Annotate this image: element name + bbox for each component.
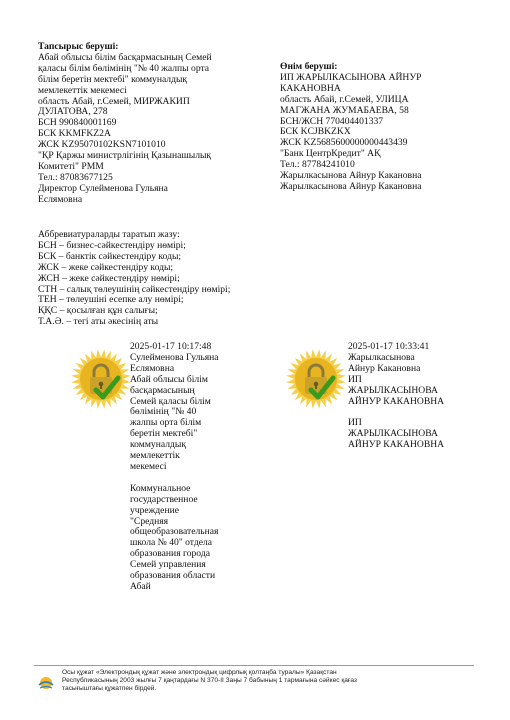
text-line: образования области (130, 570, 216, 582)
signature-supplier (348, 342, 478, 451)
text-line: область Абай, г.Семей, МИРЖАКИП (38, 95, 190, 107)
text-line: Еслямовна (130, 362, 175, 374)
customer-heading: Тапсырыс беруші: (38, 41, 119, 52)
footer-divider (34, 665, 474, 666)
text-line: школа № 40" отдела (130, 537, 213, 549)
text-line: Республикасының 2003 жылғы 7 қаңтардағы N 370-II Заңы 7 бабының 1 тармағына сәйкес қағаз (62, 677, 357, 685)
text-line: ЖСК – жеке сәйкестендіру коды; (38, 261, 174, 273)
text-line: Директор Сулейменова Гульяна (38, 182, 168, 194)
text-line: бөлімінің "№ 40 (130, 406, 197, 418)
text-line: БСН – бизнес-сәйкестендіру нөмірі; (38, 239, 186, 251)
text-line: Тел.: 87784241010 (280, 159, 355, 171)
text-line: "ҚР Қаржы министрлігінің Қазынашылық (38, 150, 212, 162)
supplier-block (280, 62, 480, 193)
text-line: ИП (348, 417, 362, 429)
signature-supplier-lines (348, 353, 478, 451)
text-line: Абай (130, 580, 151, 592)
text-line: қаласы білім бөлімінің "№ 40 жалпы орта (38, 62, 210, 74)
text-line: образования города (130, 548, 210, 560)
text-line: ЖСК KZ5685600000000443439 (280, 137, 408, 149)
text-line: АЙНУР КАКАНОВНА (348, 395, 445, 407)
text-line: Абай облысы білім басқармасының Семей (38, 51, 212, 63)
text-line: мемлекеттік мекемесі (38, 84, 127, 96)
text-line: БСК KKMFKZ2A (38, 128, 111, 140)
text-line: білім беретін мектебі" коммуналдық (38, 73, 188, 85)
text-line: КАКАНОВНА (280, 82, 341, 94)
text-line: беретін мектебі" (130, 428, 198, 440)
footer-legal-note (62, 669, 482, 694)
text-line: Семей управления (130, 559, 206, 571)
text-line: БСК – банктік сәйкестендіру коды; (38, 250, 182, 262)
text-line: "Средняя (130, 515, 169, 527)
text-line: государственное (130, 493, 198, 505)
text-line: мемлекеттік (130, 450, 180, 462)
text-line: жалпы орта білім (130, 417, 202, 429)
text-line: "Банк ЦентрКредит" АҚ (280, 148, 381, 160)
text-line: ЖСН – жеке сәйкестендіру нөмірі; (38, 272, 180, 284)
abbreviations-heading: Аббревиатураларды таратып жазу: (38, 229, 180, 240)
text-line: ТЕН – төлеушіні есепке алу нөмірі; (38, 294, 184, 306)
text-line: Сулейменова Гульяна (130, 351, 219, 363)
text-line: общеобразовательная (130, 526, 219, 538)
text-line: Жарылкасынова Айнур Какановна (280, 180, 422, 192)
text-line: ДУЛАТОВА, 278 (38, 106, 108, 118)
text-line: Еслямовна (38, 193, 83, 205)
text-line: учреждение (130, 504, 179, 516)
signature-supplier-timestamp: 2025-01-17 10:33:41 (348, 341, 430, 352)
text-line: СТН – салық төлеушінің сәйкестендіру нөмірі; (38, 283, 231, 295)
text-line: Комитеті" РММ (38, 160, 104, 172)
text-line (348, 407, 478, 418)
egov-sun-logo-icon (36, 672, 56, 692)
text-line: басқармасының (130, 384, 195, 396)
signature-customer (130, 342, 260, 593)
footer-lines (62, 669, 482, 694)
text-line: тасығыштағы құжатпен бірдей. (62, 685, 157, 693)
text-line: Осы құжат «Электрондық құжат және электрондық цифрлық қолтаңба туралы» Қазақстан (62, 669, 337, 676)
customer-block (38, 42, 263, 206)
text-line: Жарылкасынова Айнур Какановна (280, 170, 422, 182)
text-line: Абай облысы білім (130, 373, 208, 385)
text-line: коммуналдық (130, 439, 186, 451)
text-line: Семей қаласы білім (130, 395, 211, 407)
abbreviations-block (38, 230, 298, 328)
text-line: ЖАРЫЛКАСЫНОВА (348, 384, 438, 396)
text-line: область Абай, г.Семей, УЛИЦА (280, 93, 409, 105)
text-line: ИП (348, 373, 362, 385)
text-line: МАГЖАНА ЖУМАБАЕВА, 58 (280, 104, 409, 116)
text-line: мекемесі (130, 460, 167, 472)
text-line: АЙНУР КАКАНОВНА (348, 439, 445, 451)
text-line: ИП ЖАРЫЛКАСЫНОВА АЙНУР (280, 71, 422, 83)
signature-customer-lines (130, 353, 260, 593)
customer-lines (38, 53, 263, 206)
text-line: ЖСК KZ95070102KSN7101010 (38, 139, 166, 151)
text-line: БСК KCJBKZKX (280, 126, 351, 138)
text-line: Айнур Какановна (348, 362, 421, 374)
text-line: ҚҚС – қосылған құн салығы; (38, 305, 158, 317)
text-line: Коммунальное (130, 482, 191, 494)
text-line: Тел.: 87083677125 (38, 171, 113, 183)
text-line: ЖАРЫЛКАСЫНОВА (348, 428, 438, 440)
supplier-lines (280, 73, 480, 193)
certificate-seal-icon (70, 348, 132, 410)
text-line: БСН 990840001169 (38, 117, 117, 129)
text-line: Жарылкасынова (348, 351, 415, 363)
text-line: Т.А.Ә. – тегі аты әкесінің аты (38, 316, 159, 328)
supplier-heading: Өнім беруші: (280, 61, 338, 72)
text-line: БСН/ЖСН 770404401337 (280, 115, 384, 127)
abbreviations-lines (38, 241, 298, 328)
certificate-seal-icon (285, 348, 347, 410)
signature-customer-timestamp: 2025-01-17 10:17:48 (130, 341, 212, 352)
